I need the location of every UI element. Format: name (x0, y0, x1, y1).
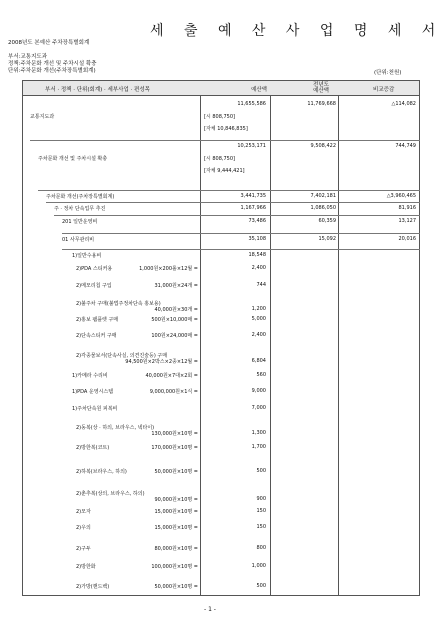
row-amount: 5,000 (251, 316, 266, 322)
row-amount: 9,000 (251, 388, 266, 394)
row-diff: 20,016 (398, 236, 416, 242)
row-label: 2)PDA 스티커용 (76, 266, 113, 272)
row-label: 2)동복(상 · 하의, 브라우스, 넥타이) (76, 425, 155, 431)
row-divider (46, 202, 420, 203)
row-amount-line: [시 808,750] (204, 156, 235, 162)
row-amount: 35,108 (248, 236, 266, 242)
row-calc: 9,000,000원×1식 = (149, 389, 198, 395)
row-calc: 80,000원×10명 = (154, 546, 198, 552)
row-amount: 2,400 (251, 332, 266, 338)
row-amount: 3,441,735 (240, 193, 266, 199)
col-divider (270, 96, 271, 596)
row-diff: △3,960,465 (386, 193, 416, 199)
row-calc: 50,000원×10명 = (154, 469, 198, 475)
row-label: 2)하복(브라우스, 하의) (76, 469, 127, 475)
row-divider (30, 140, 420, 141)
row-amount: 800 (256, 545, 266, 551)
row-calc: 31,000원×24개 = (154, 283, 198, 289)
row-label: 1)카메라 수리비 (72, 373, 108, 379)
row-label: 2)단속스티커 구매 (76, 333, 117, 339)
row-amount: 150 (256, 524, 266, 530)
row-divider (62, 249, 420, 250)
row-amount-line: [자체 10,846,835] (204, 126, 248, 132)
row-label: 2)춘추복(상의, 브라우스, 하의) (76, 491, 145, 497)
row-calc: 500원×10,000매 = (151, 317, 198, 323)
row-calc: 94,500원×2박스×2종×12월 = (125, 359, 198, 365)
row-calc: 15,000원×10명 = (154, 525, 198, 531)
row-amount: 2,400 (251, 265, 266, 271)
row-label: 2)메모리칩 구입 (76, 283, 112, 289)
row-amount: 1,700 (251, 444, 266, 450)
row-amount: 500 (256, 583, 266, 589)
row-diff: △114,082 (391, 101, 416, 107)
row-label: 2)모자 (76, 509, 91, 515)
row-amount: 7,000 (251, 405, 266, 411)
row-amount: 1,167,966 (240, 205, 266, 211)
row-calc: 130,000원×10명 = (151, 431, 198, 437)
row-calc: 170,000원×10명 = (151, 445, 198, 451)
row-amount: 150 (256, 508, 266, 514)
row-amount-line: 10,253,171 (237, 143, 266, 149)
year-line: 2008년도 본예산 주차장특별회계 (8, 40, 90, 46)
row-prev: 7,402,181 (310, 193, 336, 199)
col-divider (338, 96, 339, 596)
header-col-prev: 전년도 예산액 (313, 82, 329, 94)
row-amount: 744 (256, 282, 266, 288)
row-calc: 40,000원×30개 = (154, 307, 198, 313)
dept-line: 부서:교통지도과 (8, 54, 48, 60)
row-label: 1)PDA 운영시스템 (72, 389, 114, 395)
row-amount: 1,300 (251, 430, 266, 436)
row-label: 2)방한복(코트) (76, 445, 110, 451)
policy-line: 정책:주차문화 개선 및 주차시설 확충 (8, 61, 97, 67)
col-divider (200, 96, 201, 596)
row-amount: 1,200 (251, 306, 266, 312)
row-label: 01 사무관리비 (62, 237, 95, 243)
row-label: 교통지도과 (30, 114, 55, 120)
row-calc: 15,000원×10명 = (154, 509, 198, 515)
row-amount: 560 (256, 372, 266, 378)
row-label: 2)불주차 구매(불법주정차단속 홍보용) (76, 301, 161, 307)
row-prev: 15,092 (318, 236, 336, 242)
row-label: 2)방한화 (76, 564, 96, 570)
row-prev: 60,359 (318, 218, 336, 224)
header-col-diff: 비교증감 (373, 87, 395, 93)
row-label: 2)각종물보서(단속사실, 의견진술등) 구매 (76, 353, 168, 359)
header-col-budget: 예산액 (251, 87, 267, 93)
row-calc: 40,000원×7대×2회 = (145, 373, 198, 379)
row-label: 2)구두 (76, 546, 91, 552)
row-label: 2)가방(핸드백) (76, 584, 110, 590)
document-title: 세 출 예 산 사 업 명 세 서 (150, 23, 443, 39)
unit-line: 단위:주차문화 개선(주차장특별회계) (8, 68, 96, 74)
row-label: 주차문화 개선 및 주차시설 확충 (38, 156, 108, 162)
row-amount-line: [시 808,750] (204, 114, 235, 120)
row-label: 201 일반운영비 (62, 219, 98, 225)
row-amount: 500 (256, 468, 266, 474)
row-label: 2)홍보 팸플렛 구매 (76, 317, 119, 323)
row-amount: 18,548 (248, 252, 266, 258)
row-calc: 50,000원×10명 = (154, 584, 198, 590)
row-divider (62, 233, 420, 234)
row-prev: 11,769,668 (307, 101, 336, 107)
row-label: 2)우의 (76, 525, 91, 531)
row-amount: 1,000 (251, 563, 266, 569)
row-diff: 81,916 (398, 205, 416, 211)
row-amount: 900 (256, 496, 266, 502)
row-label: 1)일반수용비 (72, 253, 102, 259)
row-amount-line: 11,655,586 (237, 101, 266, 107)
row-label: 1)주차단속원 피복비 (72, 406, 118, 412)
row-prev: 1,086,050 (310, 205, 336, 211)
table-header (22, 80, 420, 96)
row-calc: 1,000원×200롤×12월 = (139, 266, 198, 272)
currency-unit: (단위:천원) (374, 70, 402, 76)
row-prev: 9,508,422 (310, 143, 336, 149)
header-col-desc: 부서 · 정책 · 단위(회계) · 세부사업 · 편성목 (45, 87, 150, 93)
row-amount: 73,486 (248, 218, 266, 224)
row-divider (38, 190, 420, 191)
row-amount: 6,804 (251, 358, 266, 364)
row-calc: 90,000원×10명 = (154, 497, 198, 503)
row-diff: 13,127 (398, 218, 416, 224)
row-diff: 744,749 (395, 143, 416, 149)
row-calc: 100,000원×10명 = (151, 564, 198, 570)
row-label: 주차문화 개선(주차장특별회계) (46, 194, 115, 200)
row-amount-line: [자체 9,444,421] (204, 168, 245, 174)
row-divider (54, 215, 420, 216)
row-label: 주 · 정차 단속업무 추진 (54, 206, 106, 212)
page-number: - 1 - (204, 606, 216, 613)
row-calc: 100원×24,000매 = (151, 333, 198, 339)
